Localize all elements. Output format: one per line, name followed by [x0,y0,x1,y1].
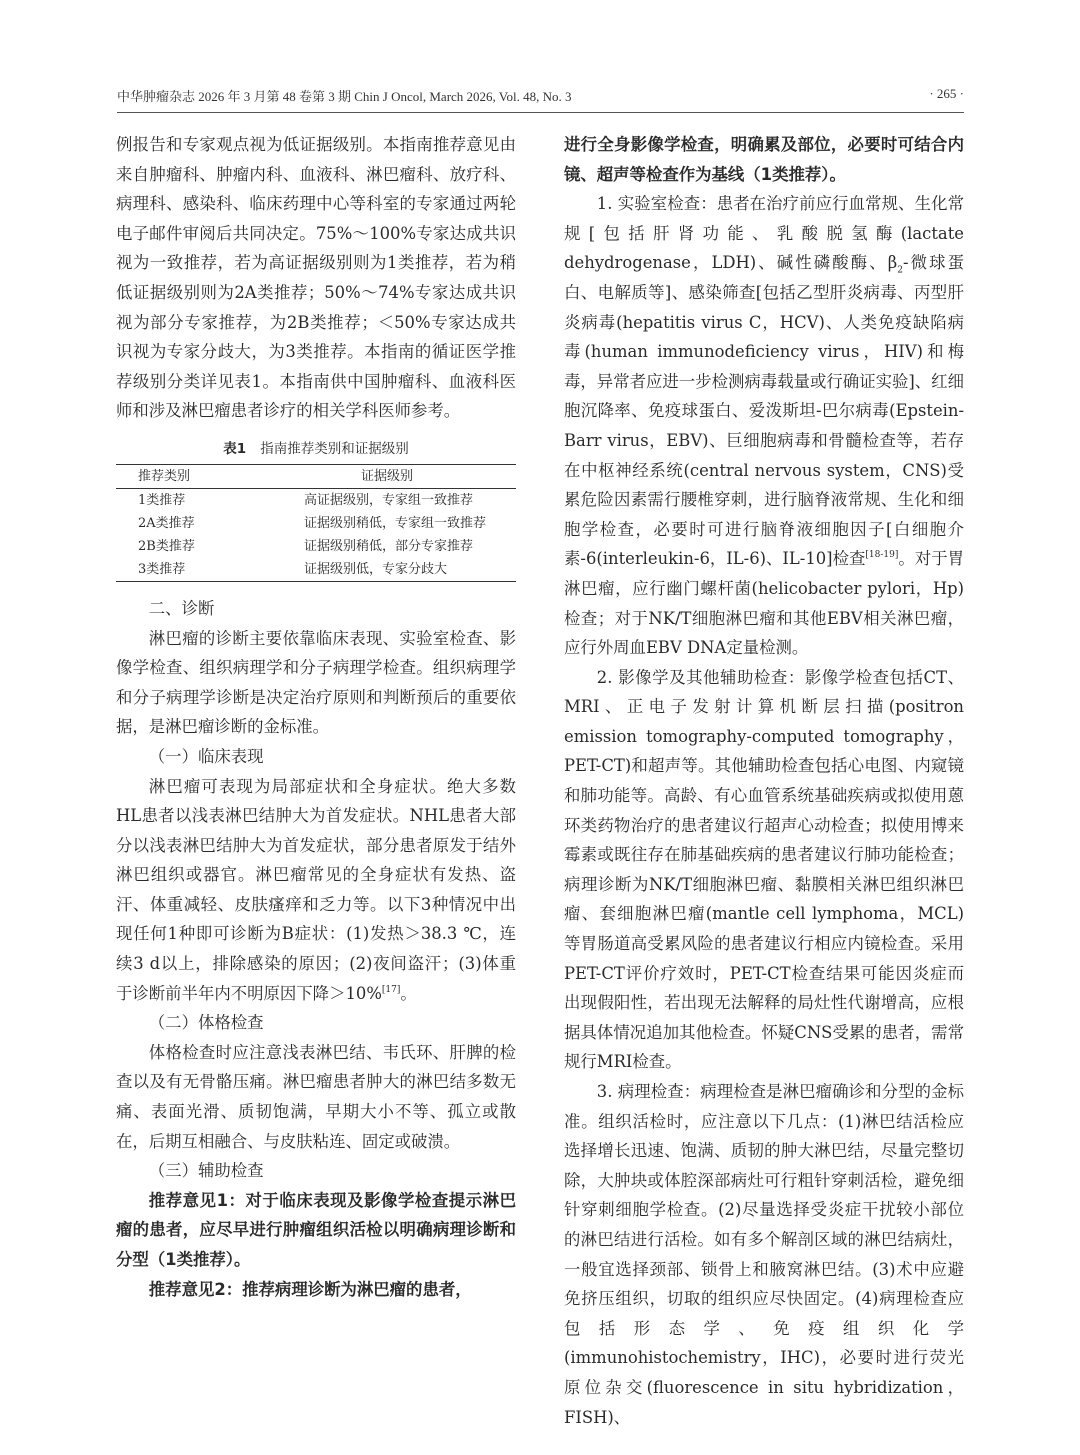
recommendation-1: 推荐意见1：对于临床表现及影像学检查提示淋巴瘤的患者，应尽早进行肿瘤组织活检以明确病理诊断和分型（1类推荐）。 [116,1190,516,1269]
clinical-text: 淋巴瘤可表现为局部症状和全身症状。绝大多数HL患者以浅表淋巴结肿大为首发症状。NHL患者大部分以浅表淋巴结肿大为首发症状，部分患者原发于结外淋巴组织或器官。淋巴瘤常见的全身症状有发热、盗汗、体重减轻、皮肤瘙痒和乏力等。以下3种情况中出现任何1种即可诊断为B症状：(1)发热＞38.3 ℃，连续3 d以上，排除感染的原因；(2)夜间盗汗；(3)体重于诊断前半年内不明原因下降＞10% [116,776,516,1003]
citation-ref: [18-19] [865,550,899,561]
row-category: 3类推荐 [138,561,186,577]
clinical-paragraph [116,772,516,1009]
row-evidence: 证据级别稍低，专家组一致推荐 [304,515,487,531]
table-1 [116,438,516,582]
beta-subscript: 2 [897,265,903,276]
table-title [116,438,516,460]
left-column [116,130,516,1304]
citation-ref: [17] [381,984,401,995]
table-row [116,558,516,582]
running-header [117,86,964,110]
pathology-paragraph: 3. 病理检查：病理检查是淋巴瘤确诊和分型的金标准。组织活检时，应注意以下几点：(1)淋巴结活检应选择增长迅速、饱满、质韧的肿大淋巴结，尽量完整切除，大肿块或体腔深部病灶可行粗针穿刺活检，避免细针穿刺细胞学检查。(2)尽量选择受炎症干扰较小部位的淋巴结进行活检。如有多个解剖区域的淋巴结病灶，一般宜选择颈部、锁骨上和腋窝淋巴结。(3)术中应避免挤压组织，切取的组织应尽快固定。(4)病理检查应包括形态学、免疫组织化学(immunohistochemistry，IHC)，必要时进行荧光原位杂交(fluorescence in situ hybridization，FISH)、 [564,1082,964,1427]
subsection-heading-auxiliary: （三）辅助检查 [148,1161,264,1181]
page-number: · 265 · [929,86,964,101]
row-category: 2B类推荐 [138,538,195,554]
recommendation-2-start: 推荐意见2：推荐病理诊断为淋巴瘤的患者， [148,1279,472,1299]
table-caption: 指南推荐类别和证据级别 [260,440,409,457]
lab-text-b: -微球蛋白、电解质等]、感染筛查[包括乙型肝炎病毒、丙型肝炎病毒(hepatitis virus C，HCV)、人类免疫缺陷病毒(human immunodeficiency virus，HIV)和梅毒，异常者应进一步检测病毒载量或行确证实验]、红细胞沉降率、免疫球蛋白、爱泼斯坦-巴尔病毒(Epstein-Barr virus，EBV)、巨细胞病毒和骨髓检查等，若存在中枢神经系统(central nervous system，CNS)受累危险因素需行腰椎穿刺，进行脑脊液常规、生化和细胞学检查，必要时可进行脑脊液细胞因子[白细胞介素-6(interleukin-6，IL-6)、IL-10]检查 [564,253,964,569]
table-row [116,512,516,535]
lab-text-c: 。对于胃淋巴瘤，应行幽门螺杆菌(helicobacter pylori，Hp)检查；对于NK/T细胞淋巴瘤和其他EBV相关淋巴瘤，应行外周血EBV DNA定量检测。 [564,549,964,658]
journal-citation: 中华肿瘤杂志 2026 年 3 月第 48 卷第 3 期 Chin J Oncol, March 2026, Vol. 48, No. 3 [117,89,572,104]
section-heading-diagnosis: 二、诊断 [148,598,215,618]
intro-paragraph: 例报告和专家观点视为低证据级别。本指南推荐意见由来自肿瘤科、肿瘤内科、血液科、淋巴瘤科、放疗科、病理科、感染科、临床药理中心等科室的专家通过两轮电子邮件审阅后共同决定。75%～100%专家达成共识视为一致推荐，若为高证据级别则为1类推荐，若为稍低证据级别则为2A类推荐；50%～74%专家达成共识视为部分专家推荐，为2B类推荐；＜50%专家达成共识视为专家分歧大，为3类推荐。本指南的循证医学推荐级别分类详见表1。本指南供中国肿瘤科、血液科医师和涉及淋巴瘤患者诊疗的相关学科医师参考。 [116,135,516,421]
row-category: 1类推荐 [138,492,186,508]
table-row [116,488,516,512]
lab-text-a: 1. 实验室检查：患者在治疗前应行血常规、生化常规[包括肝肾功能、乳酸脱氢酶(lactate dehydrogenase，LDH)、碱性磷酸酶、β [564,194,964,273]
row-category: 2A类推荐 [138,515,195,531]
subsection-heading-clinical: （一）临床表现 [148,746,264,766]
header-category: 推荐类别 [116,464,258,488]
table-header-row [116,464,516,488]
imaging-paragraph: 2. 影像学及其他辅助检查：影像学检查包括CT、MRI、正电子发射计算机断层扫描(positron emission tomography-computed tomography，PET-CT)和超声等。其他辅助检查包括心电图、内窥镜和肺功能等。高龄、有心血管系统基础疾病或拟使用蒽环类药物治疗的患者建议行超声心动检查；拟使用博来霉素或既往存在肺基础疾病的患者建议行肺功能检查；病理诊断为NK/T细胞淋巴瘤、黏膜相关淋巴组织淋巴瘤、套细胞淋巴瘤(mantle cell lymphoma，MCL)等胃肠道高受累风险的患者建议行相应内镜检查。采用PET-CT评价疗效时，PET-CT检查结果可能因炎症而出现假阳性，若出现无法解释的局灶性代谢增高，应根据具体情况追加其他检查。怀疑CNS受累的患者，需常规行MRI检查。 [564,667,964,1072]
recommendation-2-continued: 进行全身影像学检查，明确累及部位，必要时可结合内镜、超声等检查作为基线（1类推荐）。 [564,135,964,184]
diagnosis-paragraph: 淋巴瘤的诊断主要依靠临床表现、实验室检查、影像学检查、组织病理学和分子病理学检查。组织病理学和分子病理学诊断是决定治疗原则和判断预后的重要依据，是淋巴瘤诊断的金标准。 [116,628,516,737]
row-evidence: 证据级别低，专家分歧大 [304,561,448,577]
table-row [116,535,516,558]
right-column [564,130,964,1432]
table-label: 表1 [223,440,247,457]
row-evidence: 高证据级别，专家组一致推荐 [304,492,474,508]
header-rule [117,112,964,113]
recommendation-table [116,464,516,582]
header-evidence: 证据级别 [258,464,516,488]
physical-exam-paragraph: 体格检查时应注意浅表淋巴结、韦氏环、肝脾的检查以及有无骨骼压痛。淋巴瘤患者肿大的淋巴结多数无痛、表面光滑、质韧饱满，早期大小不等、孤立或散在，后期互相融合、与皮肤粘连、固定或破溃。 [116,1042,516,1151]
clinical-text-end: 。 [400,983,417,1003]
lab-exam-paragraph [564,189,964,663]
row-evidence: 证据级别稍低，部分专家推荐 [304,538,474,554]
subsection-heading-physical-exam: （二）体格检查 [148,1013,264,1033]
